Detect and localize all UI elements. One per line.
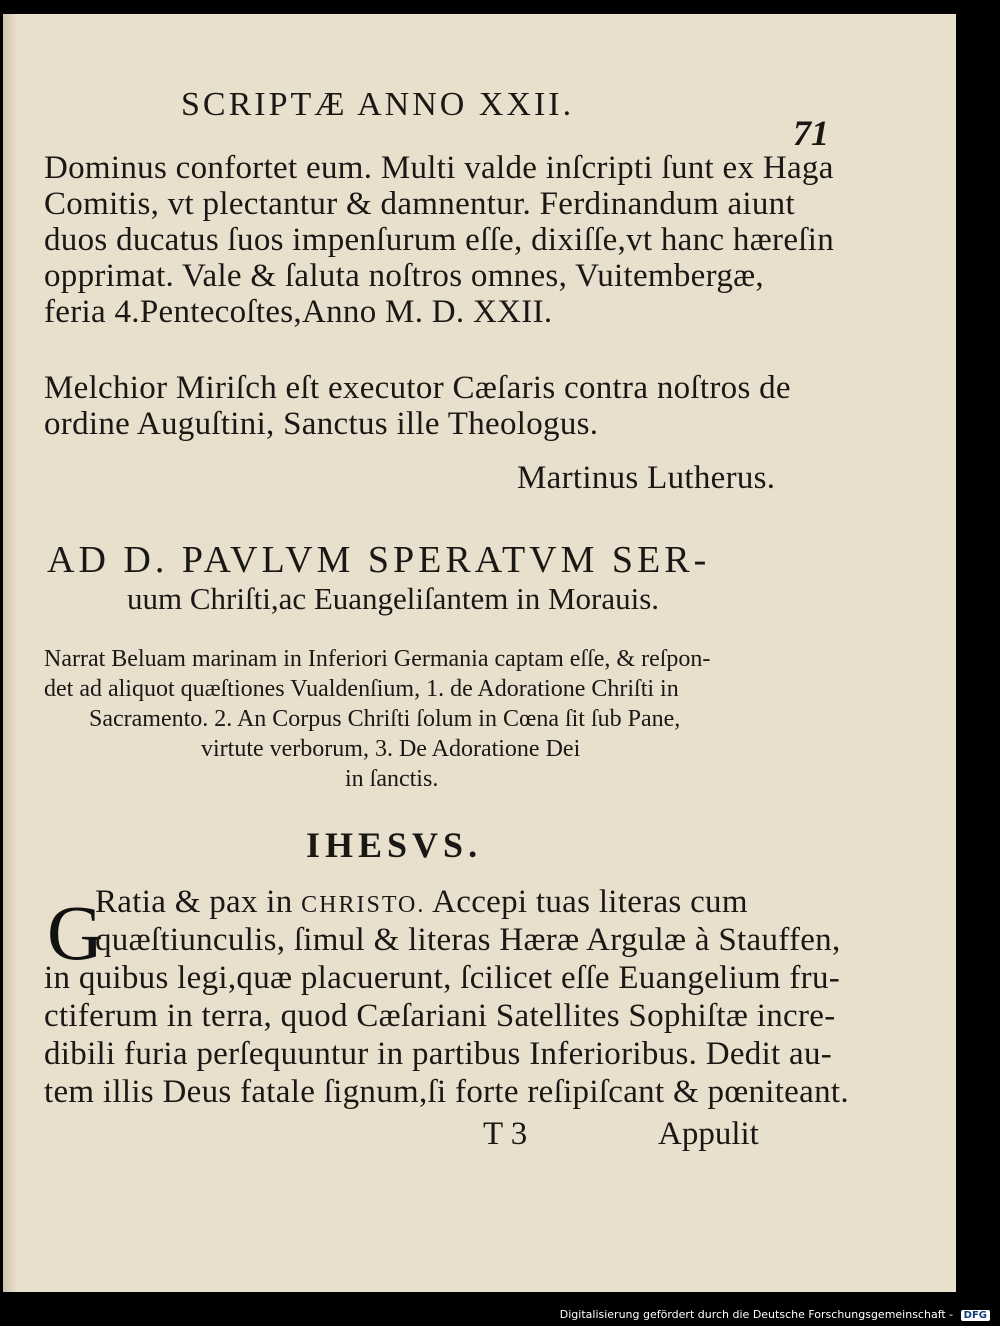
text-fragment: Accepi tuas literas cum	[432, 884, 748, 920]
page-gutter-shadow	[3, 14, 17, 1292]
catchword: Appulit	[658, 1116, 759, 1152]
text-line: ctiferum in terra, quod Cæſariani Satellites Sophiſtæ incre-	[44, 998, 836, 1034]
summary-line: virtute verborum, 3. De Adoratione Dei	[201, 736, 581, 762]
dfg-logo: DFG	[961, 1310, 990, 1321]
text-line: opprimat. Vale & ſaluta noſtros omnes, Vuitembergæ,	[44, 258, 764, 294]
text-line: dibili furia perſequuntur in partibus Inferioribus. Dedit au-	[44, 1036, 833, 1072]
footer-text: Digitalisierung gefördert durch die Deutsche Forschungsgemeinschaft -	[559, 1308, 954, 1321]
signature: Martinus Lutherus.	[517, 460, 776, 496]
text-line-first	[95, 884, 748, 921]
invocation-heading: IHESVS.	[306, 825, 483, 865]
funding-footer	[560, 1308, 990, 1321]
text-line: duos ducatus ſuos impenſurum eſſe, dixiſſe,vt hanc hæreſin	[44, 222, 835, 258]
text-line: feria 4.Pentecoſtes,Anno M. D. XXII.	[44, 294, 553, 330]
summary-line: in ſanctis.	[345, 766, 439, 792]
postscript-line: Melchior Miriſch eſt executor Cæſaris contra noſtros de	[44, 370, 791, 406]
letter-subheading: uum Chriſti,ac Euangeliſantem in Morauis.	[127, 581, 660, 616]
folio-number: 71	[793, 113, 829, 153]
running-head: SCRIPTÆ ANNO XXII.	[181, 86, 575, 123]
summary-line: Narrat Beluam marinam in Inferiori Germania captam eſſe, & reſpon-	[44, 646, 711, 672]
text-line: quæſtiunculis, ſimul & literas Hæræ Argulæ à Stauffen,	[95, 922, 841, 958]
summary-line: Sacramento. 2. An Corpus Chriſti ſolum in Cœna ſit ſub Pane,	[89, 706, 681, 732]
summary-line: det ad aliquot quæſtiones Vualdenſium, 1. de Adoratione Chriſti in	[44, 676, 679, 702]
text-line: in quibus legi,quæ placuerunt, ſcilicet eſſe Euangelium fru-	[44, 960, 841, 996]
small-caps-name: CHRISTO.	[301, 892, 426, 918]
signature-mark: T 3	[483, 1116, 528, 1152]
text-line: Comitis, vt plectantur & damnentur. Ferdinandum aiunt	[44, 186, 795, 222]
text-fragment: Ratia & pax in	[95, 884, 293, 920]
letter-heading: AD D. PAVLVM SPERATVM SER-	[47, 539, 711, 581]
text-line: tem illis Deus fatale ſignum,ſi forte reſipiſcant & pœniteant.	[44, 1074, 849, 1110]
book-page	[3, 14, 956, 1292]
text-line: Dominus confortet eum. Multi valde inſcripti ſunt ex Haga	[44, 150, 834, 186]
drop-capital: G	[47, 889, 104, 976]
postscript-line: ordine Auguſtini, Sanctus ille Theologus.	[44, 406, 599, 442]
